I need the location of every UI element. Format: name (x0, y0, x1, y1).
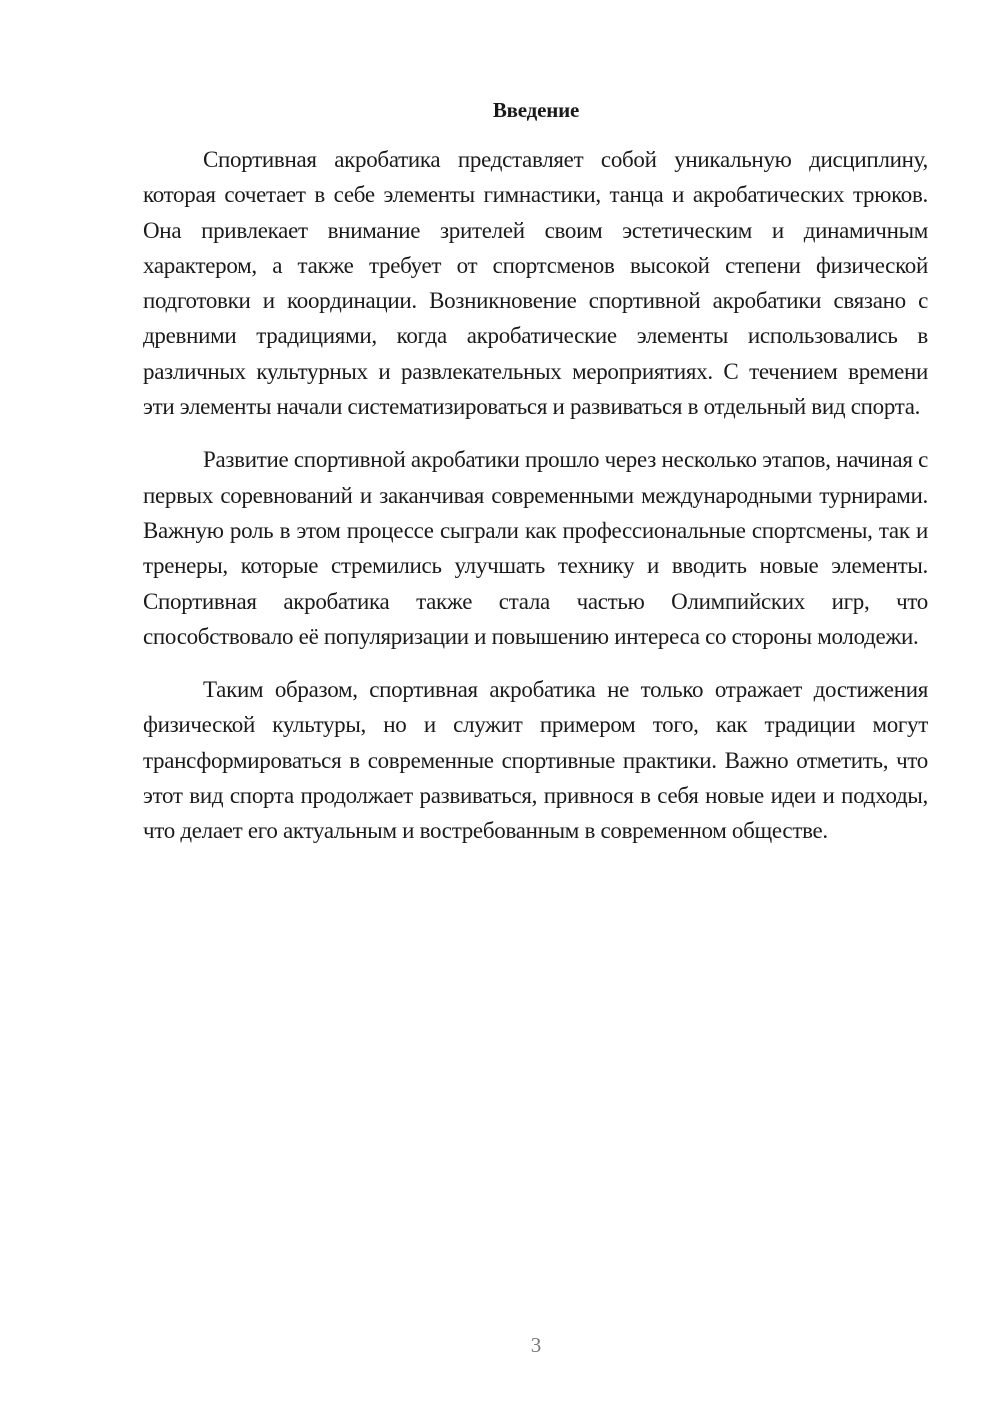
paragraph-1: Спортивная акробатика представляет собой уникальную дисциплину, которая сочетает в себе элементы гимнастики, танца и акробатических трюков. Она привлекает внимание зрителей своим эстетическим и динамичным характером, а также требует от спортсменов высокой степени физической подготовки и координации. Возникновение спортивной акробатики связано с древними традициями, когда акробатические элементы использовались в различных культурных и развлекательных мероприятиях. С течением времени эти элементы начали систематизироваться и развиваться в отдельный вид спорта. (143, 147, 928, 420)
page-number: 3 (530, 1333, 542, 1357)
paragraph-2: Развитие спортивной акробатики прошло через несколько этапов, начиная с первых соревнований и заканчивая современными международными турнирами. Важную роль в этом процессе сыграли как профессиональные спортсмены, так и тренеры, которые стремились улучшать технику и вводить новые элементы. Спортивная акробатика также стала частью Олимпийских игр, что способствовало её популяризации и повышению интереса со стороны молодежи. (143, 447, 928, 649)
section-title: Введение (492, 98, 580, 122)
paragraph-3: Таким образом, спортивная акробатика не только отражает достижения физической культуры, но и служит примером того, как традиции могут трансформироваться в современные спортивные практики. Важно отметить, что этот вид спорта продолжает развиваться, привнося в себя новые идеи и подходы, что делает его актуальным и востребованным в современном обществе. (143, 677, 928, 844)
document-body (143, 142, 928, 869)
